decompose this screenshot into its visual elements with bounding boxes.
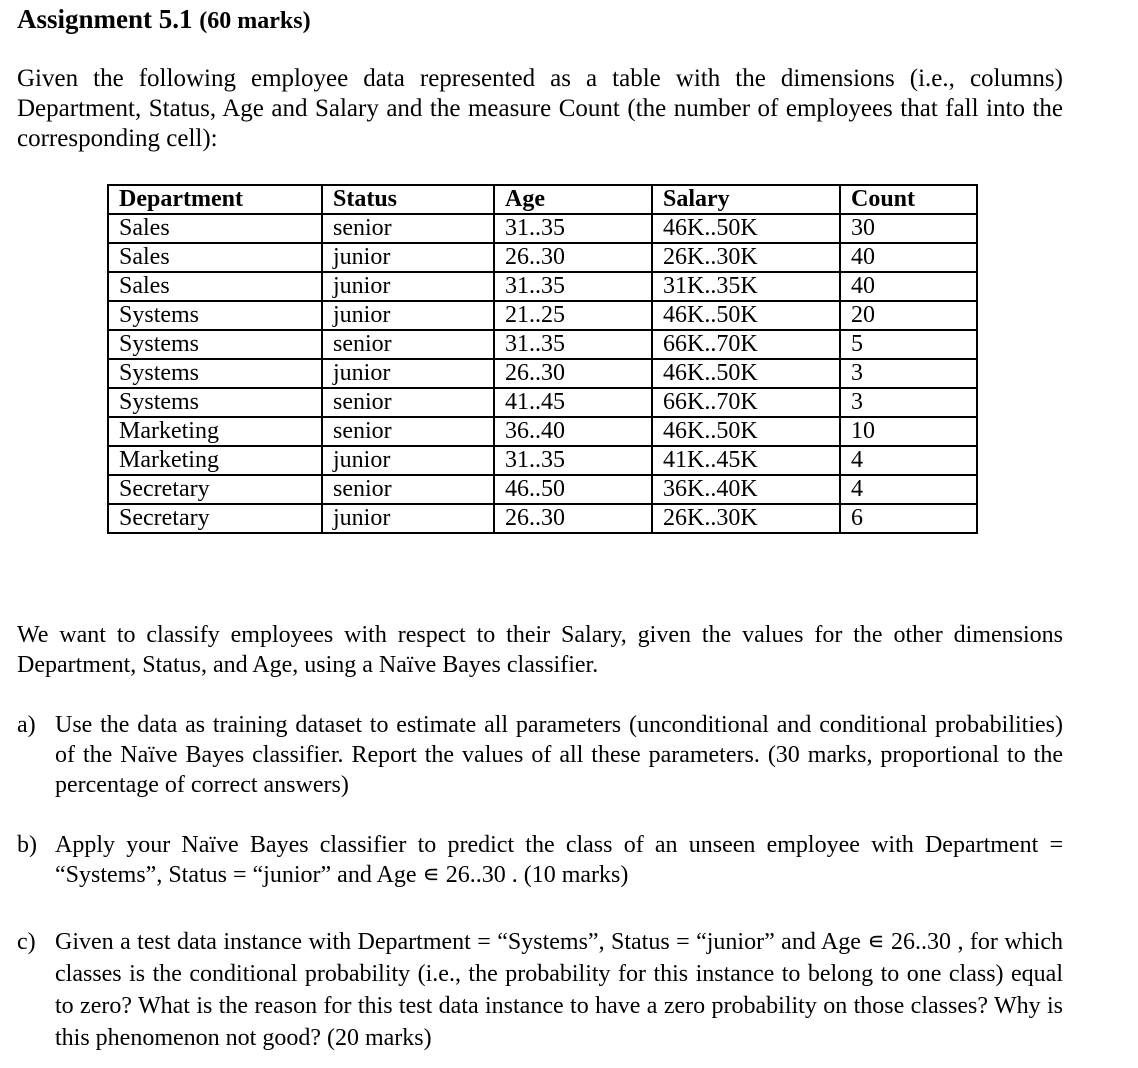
cell-age: 46..50	[494, 475, 652, 504]
question-b-label: b)	[17, 832, 37, 858]
cell-salary: 41K..45K	[652, 446, 840, 475]
cell-salary: 66K..70K	[652, 330, 840, 359]
cell-age: 31..35	[494, 330, 652, 359]
header-status: Status	[322, 185, 494, 214]
question-c-label: c)	[17, 929, 36, 955]
header-age: Age	[494, 185, 652, 214]
cell-age: 26..30	[494, 243, 652, 272]
cell-count: 3	[840, 388, 977, 417]
cell-department: Secretary	[108, 504, 322, 533]
table-row	[108, 446, 977, 475]
intro-paragraph: Given the following employee data represented as a table with the dimensions (i.e., columns) Department, Status, Age and Salary and the measure Count (the number of employees that fall into the corresponding cell):	[17, 65, 1063, 152]
header-salary: Salary	[652, 185, 840, 214]
cell-status: senior	[322, 475, 494, 504]
cell-count: 20	[840, 301, 977, 330]
cell-department: Systems	[108, 359, 322, 388]
cell-salary: 66K..70K	[652, 388, 840, 417]
cell-count: 5	[840, 330, 977, 359]
cell-salary: 26K..30K	[652, 243, 840, 272]
cell-salary: 46K..50K	[652, 301, 840, 330]
cell-status: senior	[322, 417, 494, 446]
cell-count: 4	[840, 446, 977, 475]
cell-status: senior	[322, 214, 494, 243]
table-row	[108, 504, 977, 533]
cell-department: Secretary	[108, 475, 322, 504]
cell-status: junior	[322, 243, 494, 272]
question-b-text: Apply your Naïve Bayes classifier to predict the class of an unseen employee with Department = “Systems”, Status = “junior” and Age ∊ 26..30 . (10 marks)	[55, 832, 1063, 888]
cell-salary: 26K..30K	[652, 504, 840, 533]
cell-status: senior	[322, 388, 494, 417]
cell-status: senior	[322, 330, 494, 359]
table-row	[108, 243, 977, 272]
cell-salary: 36K..40K	[652, 475, 840, 504]
table-row	[108, 359, 977, 388]
table-row	[108, 475, 977, 504]
table-row	[108, 388, 977, 417]
cell-age: 41..45	[494, 388, 652, 417]
cell-count: 6	[840, 504, 977, 533]
assignment-title	[17, 4, 311, 35]
title-marks: (60 marks)	[199, 8, 311, 34]
cell-department: Marketing	[108, 446, 322, 475]
cell-count: 10	[840, 417, 977, 446]
cell-age: 31..35	[494, 214, 652, 243]
table-row	[108, 301, 977, 330]
cell-count: 40	[840, 272, 977, 301]
header-department: Department	[108, 185, 322, 214]
table-row	[108, 417, 977, 446]
cell-count: 3	[840, 359, 977, 388]
cell-status: junior	[322, 446, 494, 475]
cell-department: Sales	[108, 272, 322, 301]
cell-count: 4	[840, 475, 977, 504]
cell-status: junior	[322, 359, 494, 388]
cell-department: Systems	[108, 330, 322, 359]
cell-age: 31..35	[494, 446, 652, 475]
question-c	[17, 926, 1063, 1054]
question-a-label: a)	[17, 712, 36, 738]
table-row	[108, 330, 977, 359]
table-body	[108, 214, 977, 533]
cell-status: junior	[322, 301, 494, 330]
cell-department: Marketing	[108, 417, 322, 446]
question-b	[17, 830, 1063, 890]
cell-salary: 46K..50K	[652, 214, 840, 243]
title-main: Assignment 5.1	[17, 4, 193, 34]
cell-age: 26..30	[494, 359, 652, 388]
cell-age: 31..35	[494, 272, 652, 301]
cell-age: 36..40	[494, 417, 652, 446]
cell-department: Systems	[108, 301, 322, 330]
header-count: Count	[840, 185, 977, 214]
question-a-text: Use the data as training dataset to estimate all parameters (unconditional and conditional probabilities) of the Naïve Bayes classifier. Report the values of all these parameters. (30 marks, proportional to the percentage of correct answers)	[55, 712, 1063, 798]
cell-department: Sales	[108, 214, 322, 243]
question-a	[17, 710, 1063, 800]
cell-status: junior	[322, 504, 494, 533]
cell-age: 21..25	[494, 301, 652, 330]
table-header-row	[108, 185, 977, 214]
cell-department: Sales	[108, 243, 322, 272]
cell-salary: 46K..50K	[652, 359, 840, 388]
table-row	[108, 214, 977, 243]
question-c-text: Given a test data instance with Department = “Systems”, Status = “junior” and Age ∊ 26..30 , for which classes is the conditional probability (i.e., the probability for this instance to belong to one class) equal to zero? What is the reason for this test data instance to have a zero probability on those classes? Why is this phenomenon not good? (20 marks)	[55, 929, 1063, 1051]
cell-count: 40	[840, 243, 977, 272]
employee-data-table	[107, 184, 978, 534]
cell-salary: 31K..35K	[652, 272, 840, 301]
cell-salary: 46K..50K	[652, 417, 840, 446]
classification-paragraph: We want to classify employees with respect to their Salary, given the values for the other dimensions Department, Status, and Age, using a Naïve Bayes classifier.	[17, 622, 1063, 678]
cell-age: 26..30	[494, 504, 652, 533]
cell-count: 30	[840, 214, 977, 243]
table-row	[108, 272, 977, 301]
cell-department: Systems	[108, 388, 322, 417]
cell-status: junior	[322, 272, 494, 301]
